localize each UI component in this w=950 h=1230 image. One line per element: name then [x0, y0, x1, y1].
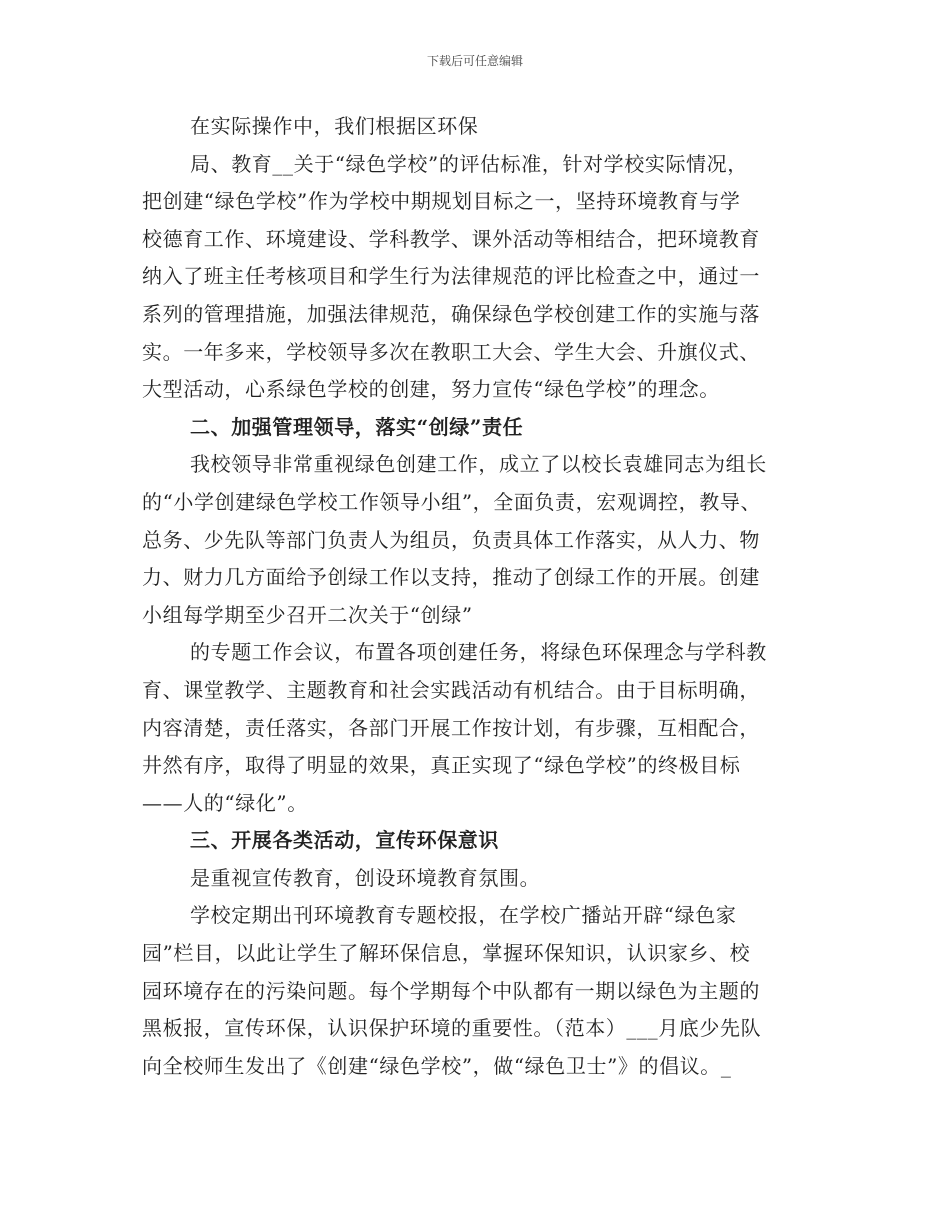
text-line: 内容清楚，责任落实，各部门开展工作按计划，有步骤，互相配合， — [142, 715, 760, 740]
document-body — [142, 108, 822, 1085]
text-line: 学校定期出刊环境教育专题校报，在学校广播站开辟“绿色家 — [190, 903, 737, 928]
text-line: 是重视宣传教育，创设环境教育氛围。 — [190, 865, 541, 890]
text-line: ——人的“绿化”。 — [142, 790, 308, 815]
text-line: 井然有序，取得了明显的效果，真正实现了“绿色学校”的终极目标 — [142, 753, 741, 778]
text-line: 把创建“绿色学校”作为学校中期规划目标之一，坚持环境教育与学 — [142, 189, 741, 214]
page-header: 下载后可任意编辑 — [426, 54, 523, 68]
section-heading: 三、开展各类活动，宣传环保意识 — [190, 828, 499, 853]
text-line: 力、财力几方面给予创绿工作以支持，推动了创绿工作的开展。创建 — [142, 565, 760, 590]
text-line: 育、课堂教学、主题教育和社会实践活动有机结合。由于目标明确， — [142, 677, 760, 702]
text-line: 小组每学期至少召开二次关于“创绿” — [142, 602, 473, 627]
text-line: 实。一年多来，学校领导多次在教职工大会、学生大会、升旗仪式、 — [142, 339, 760, 364]
text-line: 我校领导非常重视绿色创建工作，成立了以校长袁雄同志为组长 — [190, 452, 767, 477]
text-line: 的“小学创建绿色学校工作领导小组”，全面负责，宏观调控，教导、 — [142, 489, 762, 514]
text-line: 纳入了班主任考核项目和学生行为法律规范的评比检查之中，通过一 — [142, 264, 760, 289]
text-line: 黑板报，宣传环保，认识保护环境的重要性。（范本）___月底少先队 — [142, 1016, 762, 1041]
text-line: 在实际操作中，我们根据区环保 — [190, 114, 479, 138]
text-line: 的专题工作会议，布置各项创建任务，将绿色环保理念与学科教 — [190, 640, 767, 665]
text-line: 总务、少先队等部门负责人为组员，负责具体工作落实，从人力、物 — [142, 527, 760, 552]
text-line: 系列的管理措施，加强法律规范，确保绿色学校创建工作的实施与落 — [142, 301, 760, 326]
text-line: 向全校师生发出了《创建“绿色学校”，做“绿色卫士”》的倡议。_ — [142, 1053, 732, 1078]
section-heading: 二、加强管理领导，落实“创绿”责任 — [190, 414, 524, 439]
text-line: 校德育工作、环境建设、学科教学、课外活动等相结合，把环境教育 — [142, 226, 760, 251]
text-line: 大型活动，心系绿色学校的创建，努力宣传“绿色学校”的理念。 — [142, 377, 720, 402]
text-line: 局、教育__关于“绿色学校”的评估标准，针对学校实际情况， — [190, 151, 748, 176]
text-line: 园环境存在的污染问题。每个学期每个中队都有一期以绿色为主题的 — [142, 978, 760, 1003]
text-line: 园”栏目，以此让学生了解环保信息，掌握环保知识，认识家乡、校 — [142, 941, 751, 966]
